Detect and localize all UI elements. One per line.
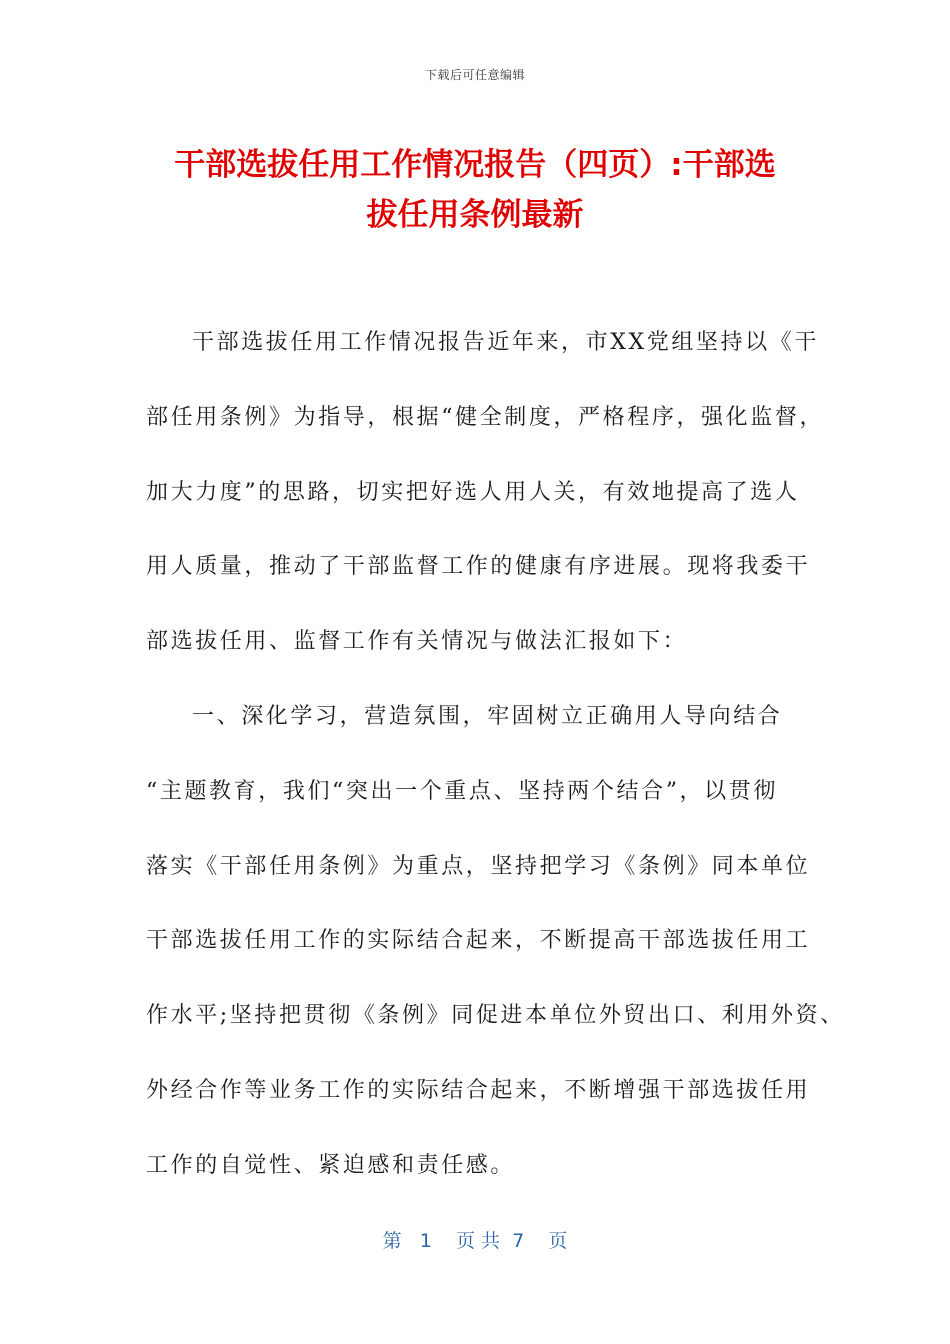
body-line: 作水平;坚持把贯彻《条例》同促进本单位外贸出口、利用外资、: [146, 1003, 845, 1029]
document-title: [120, 140, 830, 240]
title-line-1: 干部选拔任用工作情况报告（四页）:干部选: [174, 147, 776, 183]
body-line: “主题教育，我们“突出一个重点、坚持两个结合”，以贯彻: [146, 778, 778, 804]
body-line: 用人质量，推动了干部监督工作的健康有序进展。现将我委干: [146, 554, 811, 580]
body-line: 加大力度”的思路，切实把好选人用人关，有效地提高了选人: [146, 479, 800, 505]
body-line: 落实《干部任用条例》为重点，坚持把学习《条例》同本单位: [146, 853, 811, 879]
page-number-footer: 第 1 页 共 7 页: [382, 1230, 568, 1252]
body-line: 一、深化学习，营造氛围，牢固树立正确用人导向结合: [192, 703, 783, 729]
header-note: 下载后可任意编辑: [424, 68, 525, 82]
body-line: 部任用条例》为指导，根据“健全制度，严格程序，强化监督，: [146, 404, 825, 430]
title-line-2: 拔任用条例最新: [366, 197, 584, 233]
document-body: [146, 325, 845, 1223]
body-line: 外经合作等业务工作的实际结合起来，不断增强干部选拔任用: [146, 1077, 811, 1103]
body-line: 部选拔任用、监督工作有关情况与做法汇报如下：: [146, 629, 688, 655]
body-line: 干部选拔任用工作情况报告近年来，市XX党组坚持以《干: [192, 330, 819, 355]
body-line: 干部选拔任用工作的实际结合起来，不断提高干部选拔任用工: [146, 928, 811, 954]
body-line: 工作的自觉性、紧迫感和责任感。: [146, 1152, 516, 1178]
